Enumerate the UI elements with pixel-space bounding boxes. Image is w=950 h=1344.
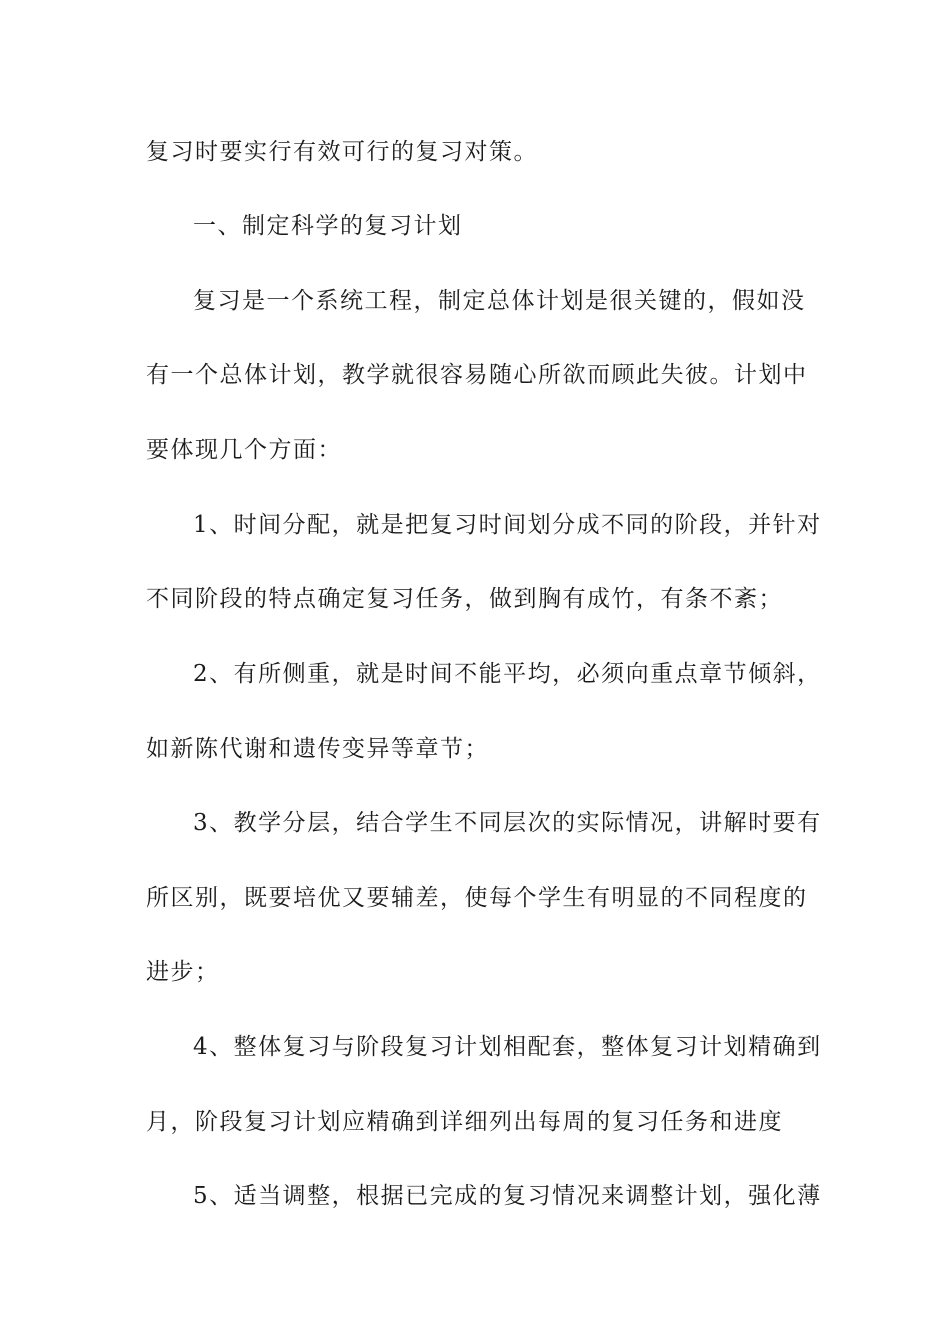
- list-item-5: 5、适当调整，根据已完成的复习情况来调整计划，强化薄: [193, 1183, 822, 1209]
- text-line: 有一个总体计划，教学就很容易随心所欲而顾此失彼。计划中: [146, 362, 808, 388]
- text-line: 所区别，既要培优又要辅差，使每个学生有明显的不同程度的: [146, 885, 808, 911]
- text-line: 不同阶段的特点确定复习任务，做到胸有成竹，有条不紊；: [146, 586, 783, 612]
- text-line: 如新陈代谢和遗传变异等章节；: [146, 736, 489, 762]
- text-line: 复习时要实行有效可行的复习对策。: [146, 139, 538, 165]
- text-line: 复习是一个系统工程，制定总体计划是很关键的，假如没: [193, 288, 806, 314]
- list-item-2: 2、有所侧重，就是时间不能平均，必须向重点章节倾斜，: [193, 661, 822, 687]
- text-line: 月，阶段复习计划应精确到详细列出每周的复习任务和进度: [146, 1109, 783, 1135]
- list-item-3: 3、教学分层，结合学生不同层次的实际情况，讲解时要有: [193, 810, 822, 836]
- list-item-4: 4、整体复习与阶段复习计划相配套，整体复习计划精确到: [193, 1034, 822, 1060]
- text-line: 进步；: [146, 959, 220, 985]
- text-line: 要体现几个方面：: [146, 437, 342, 463]
- section-heading: 一、制定科学的复习计划: [193, 213, 463, 239]
- list-item-1: 1、时间分配，就是把复习时间划分成不同的阶段，并针对: [193, 512, 822, 538]
